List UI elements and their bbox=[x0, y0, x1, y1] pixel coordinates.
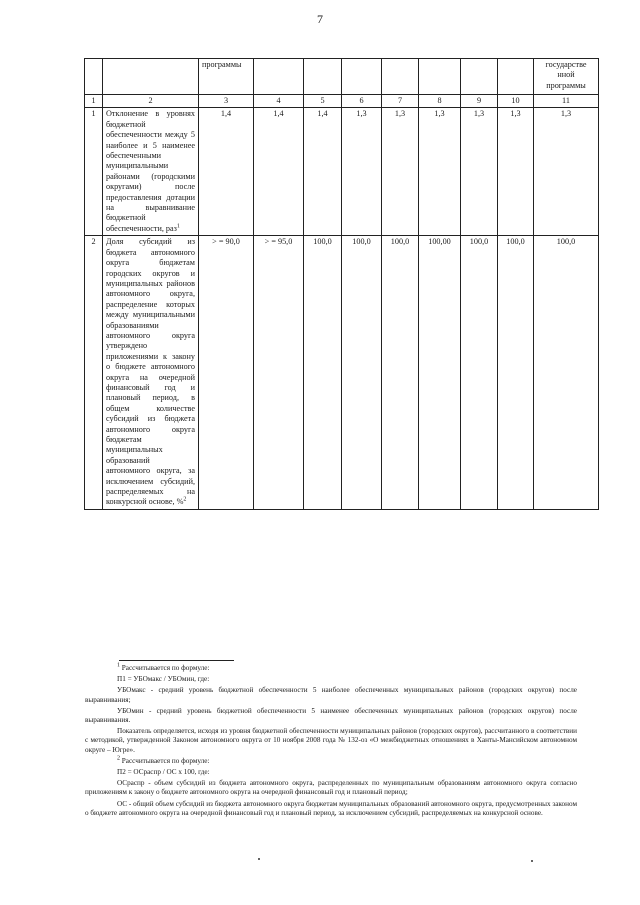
col-number: 10 bbox=[498, 95, 534, 108]
column-number-row bbox=[85, 95, 599, 108]
value-cell: 100,0 bbox=[382, 236, 419, 510]
header-cell bbox=[498, 59, 534, 95]
col-number: 7 bbox=[382, 95, 419, 108]
value-cell: 1,4 bbox=[304, 108, 342, 236]
footnote-ref: 2 bbox=[183, 496, 187, 503]
footnote-1-title bbox=[85, 664, 577, 673]
indicator-text: Отклонение в уровнях бюджетной обеспеченности между 5 наиболее и 5 наименее обеспеченными муниципальными районами (городскими округами) после предоставления дотации на выравнивание бюджетной обеспеченности, раз bbox=[106, 109, 195, 233]
col-number: 5 bbox=[304, 95, 342, 108]
footnote-text: Рассчитывается по формуле: bbox=[121, 664, 210, 672]
footnotes bbox=[85, 664, 577, 820]
footnote-1-method: Показатель определяется, исходя из уровня бюджетной обеспеченности муниципальных районов (городских округов), рассчитанного в соответствии с методикой, утвержденной Законом автономного округа от 10 ноября 2008 года № 132-оз «О межбюджетных отношениях в Ханты-Мансийском автономном округе – Югре». bbox=[85, 727, 577, 754]
value-cell: 1,4 bbox=[199, 108, 254, 236]
col-number: 3 bbox=[199, 95, 254, 108]
header-cell: программы bbox=[199, 59, 254, 95]
value-cell: 100,0 bbox=[461, 236, 498, 510]
value-cell: > = 90,0 bbox=[199, 236, 254, 510]
footnote-2-formula: П2 = ОСраспр / ОС х 100, где: bbox=[117, 768, 210, 777]
footnote-2-osraspr: ОСраспр - объем субсидий из бюджета автономного округа, распределенных по муниципальным образованиям автономного округа согласно приложениям к закону о бюджете автономного округа на очередной финансовый год и плановый период; bbox=[85, 779, 577, 797]
header-cell bbox=[382, 59, 419, 95]
footnote-ref: 1 bbox=[176, 223, 180, 230]
col-number: 6 bbox=[342, 95, 382, 108]
header-cell bbox=[304, 59, 342, 95]
col-number: 1 bbox=[85, 95, 103, 108]
header-cell bbox=[419, 59, 461, 95]
table-row bbox=[85, 236, 599, 510]
footnote-2-os: ОС - общий объем субсидий из бюджета автономного округа бюджетам муниципальных образований автономного округа, предусмотренных законом о бюджете автономного округа на очередной финансовый год и плановый период, за исключением субсидий, распределяемых на конкурсной основе. bbox=[85, 799, 577, 817]
header-cell bbox=[85, 59, 103, 95]
scan-speck bbox=[531, 860, 533, 862]
footnote-text: Рассчитывается по формуле: bbox=[121, 756, 210, 765]
value-cell: 100,0 bbox=[534, 236, 599, 510]
row-number: 1 bbox=[85, 108, 103, 236]
header-cell bbox=[103, 59, 199, 95]
value-cell: 100,00 bbox=[419, 236, 461, 510]
footnote-separator bbox=[119, 660, 234, 661]
value-cell: 1,3 bbox=[461, 108, 498, 236]
indicators-table bbox=[84, 58, 599, 510]
col-number: 11 bbox=[534, 95, 599, 108]
value-cell: > = 95,0 bbox=[254, 236, 304, 510]
footnote-1-formula: П1 = УБОмакс / УБОмин, где: bbox=[117, 675, 210, 684]
value-cell: 100,0 bbox=[342, 236, 382, 510]
footnote-marker: 1 bbox=[117, 662, 120, 669]
col-number: 2 bbox=[103, 95, 199, 108]
header-cell bbox=[461, 59, 498, 95]
value-cell: 1,3 bbox=[534, 108, 599, 236]
header-cell bbox=[342, 59, 382, 95]
value-cell: 1,3 bbox=[419, 108, 461, 236]
indicator-text: Доля субсидий из бюджета автономного округа бюджетам городских округов и муниципальных районов автономного округа, распределение которых между муниципальными образованиями автономного округа утверждено приложениями к закону о бюджете автономного округа на очередной финансовый год и плановый период, в общем количестве субсидий из бюджета автономного округа бюджетам муниципальных образований автономного округа, за исключением субсидий, распределяемых на конкурсной основе, % bbox=[106, 237, 195, 507]
page-number: 7 bbox=[317, 12, 323, 26]
footnote-1-ubomax: УБОмакс - средний уровень бюджетной обеспеченности 5 наиболее обеспеченных муниципальных районов (городских округов) после выравнивания; bbox=[85, 686, 577, 704]
table-row bbox=[85, 108, 599, 236]
value-cell: 1,4 bbox=[254, 108, 304, 236]
footnote-marker: 2 bbox=[117, 755, 120, 762]
indicator-description bbox=[103, 236, 199, 510]
continued-header-row bbox=[85, 59, 599, 95]
col-number: 8 bbox=[419, 95, 461, 108]
col-number: 9 bbox=[461, 95, 498, 108]
row-number: 2 bbox=[85, 236, 103, 510]
scan-speck bbox=[258, 858, 260, 860]
value-cell: 1,3 bbox=[342, 108, 382, 236]
header-cell bbox=[254, 59, 304, 95]
col-number: 4 bbox=[254, 95, 304, 108]
value-cell: 100,0 bbox=[498, 236, 534, 510]
value-cell: 1,3 bbox=[498, 108, 534, 236]
indicator-description bbox=[103, 108, 199, 236]
header-cell: государстве нной программы bbox=[534, 59, 599, 95]
footnote-2-title bbox=[85, 757, 577, 766]
value-cell: 1,3 bbox=[382, 108, 419, 236]
footnote-1-ubomin: УБОмин - средний уровень бюджетной обеспеченности 5 наименее обеспеченных муниципальных районов (городских округов) после выравнивания. bbox=[85, 706, 577, 725]
value-cell: 100,0 bbox=[304, 236, 342, 510]
